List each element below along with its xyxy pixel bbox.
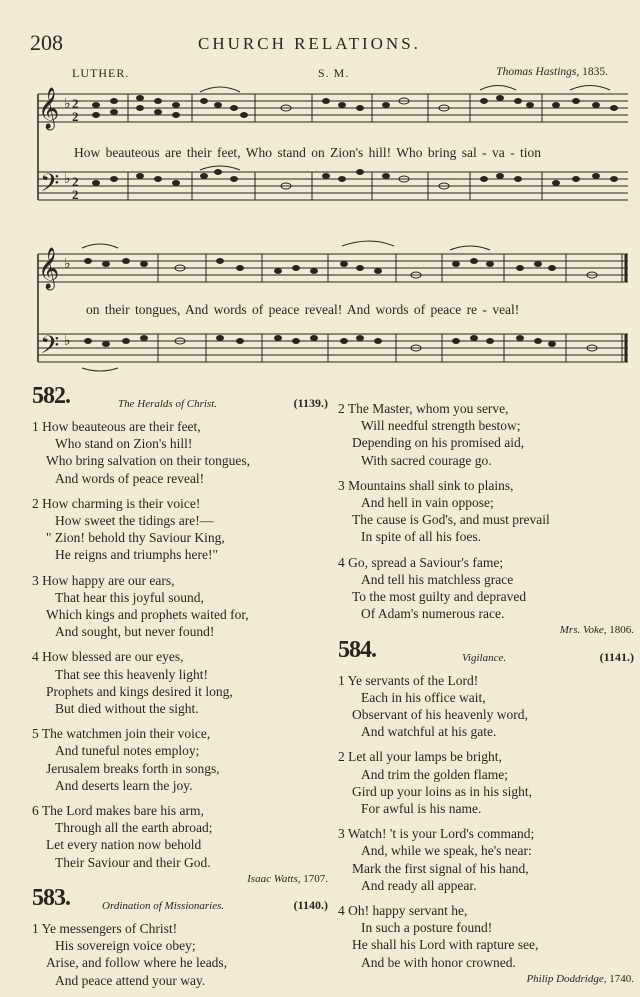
hymn-number: 582.: [32, 383, 70, 409]
stanza: [338, 748, 634, 817]
stanza: [338, 477, 634, 546]
lyric-word: words: [375, 302, 409, 317]
author-name: Mrs. Voke,: [559, 624, 607, 637]
hymn-title: Ordination of Missionaries.: [102, 900, 225, 913]
lyric-word: stand: [277, 145, 306, 160]
lyric-word: their tongues,: [104, 302, 181, 317]
lyric-word: peace: [268, 302, 300, 317]
verse-line: Depending on his promised aid,: [352, 435, 525, 451]
lyric-word: sal: [461, 145, 477, 160]
hymn-title: Vigilance.: [462, 651, 507, 664]
stanza: [32, 802, 328, 871]
tune-name: LUTHER.: [72, 66, 130, 80]
composer-name: Thomas Hastings,: [496, 66, 580, 78]
svg-text:2: 2: [72, 174, 79, 189]
hymn-number: 584.: [338, 636, 376, 663]
left-column: [32, 383, 328, 997]
page-number: 208: [30, 30, 63, 55]
hymn-number: 583.: [32, 885, 70, 912]
lyric-word: on: [311, 145, 325, 160]
lyric-word: of: [413, 302, 426, 317]
verse-line: He shall his Lord with rapture see,: [352, 937, 539, 953]
hymn-583-header: [32, 885, 328, 920]
verse-line: Through all the earth abroad;: [55, 820, 213, 836]
lyric-word: Zion's: [330, 145, 364, 160]
hymn-ref: (1140.): [293, 898, 328, 913]
svg-text:♭: ♭: [64, 172, 71, 187]
lyric-word: Who: [245, 145, 272, 160]
verse-line: And watchful at his gate.: [361, 724, 497, 740]
author-year: 1740.: [609, 972, 634, 985]
hymn-582-header: [32, 383, 328, 418]
verse-line: Observant of his heavenly word,: [352, 707, 528, 723]
verse-line: 2 The Master, whom you serve,: [338, 401, 509, 416]
author-year: 1806.: [609, 624, 634, 637]
verse-line: And deserts learn the joy.: [55, 777, 193, 793]
stanza: [338, 400, 634, 469]
lyric-word: And: [346, 302, 371, 317]
svg-text:♭: ♭: [64, 97, 71, 112]
verse-line: And tuneful notes employ;: [55, 743, 200, 759]
stanza: [338, 672, 634, 741]
stanza: [32, 495, 328, 564]
hymn-ref: (1141.): [599, 649, 634, 664]
hymn-author: [338, 622, 634, 639]
running-title: CHURCH RELATIONS.: [198, 34, 421, 53]
lyric-word: va: [492, 145, 505, 160]
music-lyrics-line-2: [86, 302, 519, 318]
verse-line: Gird up your loins as in his sight,: [352, 783, 533, 799]
svg-text:♭: ♭: [64, 257, 71, 272]
verse-line: Who bring salvation on their tongues,: [46, 453, 250, 469]
lyric-word: of: [252, 302, 264, 317]
verse-line: And hell in vain oppose;: [361, 495, 494, 511]
verse-line: 6 The Lord makes bare his arm,: [32, 803, 204, 819]
verse-line: Jerusalem breaks forth in songs,: [46, 760, 220, 776]
verse-line: And be with honor crowned.: [361, 954, 516, 970]
hymn-title: The Heralds of Christ.: [118, 398, 218, 410]
lyric-word: Who: [396, 145, 423, 160]
verse-line: And sought, but never found!: [55, 624, 215, 640]
svg-text:𝄞: 𝄞: [38, 248, 60, 289]
lyric-word: -: [482, 145, 487, 160]
verse-line: 1 Ye messengers of Christ!: [32, 921, 178, 937]
verse-line: 3 Watch! 't is your Lord's command;: [338, 826, 535, 842]
verse-line: That see this heavenly light!: [55, 666, 208, 682]
lyric-word: beauteous: [105, 145, 160, 160]
verse-line: Arise, and follow where he leads,: [46, 955, 228, 971]
lyric-word: -: [510, 145, 515, 160]
stanza: [338, 554, 634, 623]
lyric-word: on: [86, 302, 100, 317]
right-column: [338, 400, 634, 994]
verse-line: Of Adam's numerous race.: [361, 606, 505, 622]
verse-line: In such a posture found!: [361, 920, 493, 936]
svg-text:2: 2: [72, 96, 79, 111]
lyric-word: words: [213, 302, 247, 317]
verse-line: He reigns and triumphs here!": [55, 547, 218, 563]
stanza: [338, 902, 634, 971]
stanza: [32, 418, 328, 487]
verse-line: 5 The watchmen join their voice,: [32, 726, 211, 742]
verse-line: 2 Let all your lamps be bright,: [338, 749, 502, 765]
svg-text:𝄞: 𝄞: [38, 88, 60, 129]
stanza: [338, 825, 634, 894]
music-lyrics-line-1: [74, 145, 541, 161]
verse-line: " Zion! behold thy Saviour King,: [46, 530, 225, 546]
verse-line: 3 Mountains shall sink to plains,: [338, 477, 514, 493]
verse-line: That hear this joyful sound,: [55, 589, 204, 605]
verse-line: Prophets and kings desired it long,: [46, 683, 233, 699]
verse-line: How sweet the tidings are!—: [55, 513, 214, 529]
stanza: [32, 725, 328, 794]
verse-line: 1 Ye servants of the Lord!: [338, 672, 479, 688]
svg-text:𝄢: 𝄢: [40, 169, 60, 204]
svg-text:2: 2: [72, 187, 79, 202]
lyric-word: And: [185, 302, 209, 317]
stanza: [32, 572, 328, 641]
svg-text:𝄢: 𝄢: [40, 331, 60, 366]
composer: [496, 66, 608, 78]
stanza: [32, 648, 328, 717]
verse-line: 4 How blessed are our eyes,: [32, 649, 184, 665]
verse-line: And, while we speak, he's near:: [361, 843, 532, 859]
author-name: Isaac Watts,: [247, 872, 301, 885]
verse-line: Who stand on Zion's hill!: [55, 436, 193, 452]
lyric-word: tion: [520, 145, 542, 160]
verse-line: To the most guilty and depraved: [352, 589, 527, 605]
lyric-word: their feet,: [186, 145, 241, 160]
svg-text:2: 2: [72, 109, 79, 124]
verse-line: 3 How happy are our ears,: [32, 572, 175, 588]
lyric-word: are: [164, 145, 182, 160]
author-name: Philip Doddridge,: [526, 972, 607, 985]
lyric-word: bring: [427, 145, 457, 160]
verse-line: Let every nation now behold: [46, 837, 202, 853]
author-year: 1707.: [303, 872, 328, 885]
lyric-word: hill!: [368, 145, 392, 160]
verse-line: And ready all appear.: [361, 877, 477, 893]
stanza: [32, 920, 328, 989]
hymn-ref: (1139.): [293, 396, 328, 410]
composer-year: 1835.: [582, 66, 608, 78]
lyric-word: -: [482, 302, 487, 317]
lyric-word: peace: [430, 302, 462, 317]
verse-line: In spite of all his foes.: [361, 529, 481, 545]
verse-line: For awful is his name.: [361, 801, 482, 817]
verse-line: But died without the sight.: [55, 701, 199, 717]
verse-line: And trim the golden flame;: [361, 766, 508, 782]
hymn-author: [32, 871, 328, 888]
lyric-word: re: [466, 302, 478, 317]
svg-text:♭: ♭: [64, 334, 71, 349]
verse-line: 1 How beauteous are their feet,: [32, 419, 201, 434]
verse-line: 4 Oh! happy servant he,: [338, 903, 468, 919]
verse-line: Mark the first signal of his hand,: [352, 860, 529, 876]
meter: S. M.: [318, 66, 350, 80]
verse-line: 2 How charming is their voice!: [32, 495, 201, 511]
verse-line: With sacred courage go.: [361, 452, 492, 468]
verse-line: Will needful strength bestow;: [361, 418, 521, 434]
lyric-word: veal!: [492, 302, 520, 317]
verse-line: The cause is God's, and must prevail: [352, 512, 550, 528]
verse-line: Which kings and prophets waited for,: [46, 607, 249, 623]
verse-line: And tell his matchless grace: [361, 571, 514, 587]
verse-line: And peace attend your way.: [55, 972, 206, 988]
lyric-word: reveal!: [304, 302, 343, 317]
verse-line: Each in his office wait,: [361, 689, 486, 705]
hymn-584-header: [338, 636, 634, 672]
verse-line: And words of peace reveal!: [55, 470, 205, 486]
verse-line: Their Saviour and their God.: [55, 854, 211, 870]
lyric-word: How: [74, 145, 101, 160]
hymn-author: [338, 971, 634, 988]
verse-line: 4 Go, spread a Saviour's fame;: [338, 554, 504, 570]
verse-line: His sovereign voice obey;: [55, 938, 196, 954]
